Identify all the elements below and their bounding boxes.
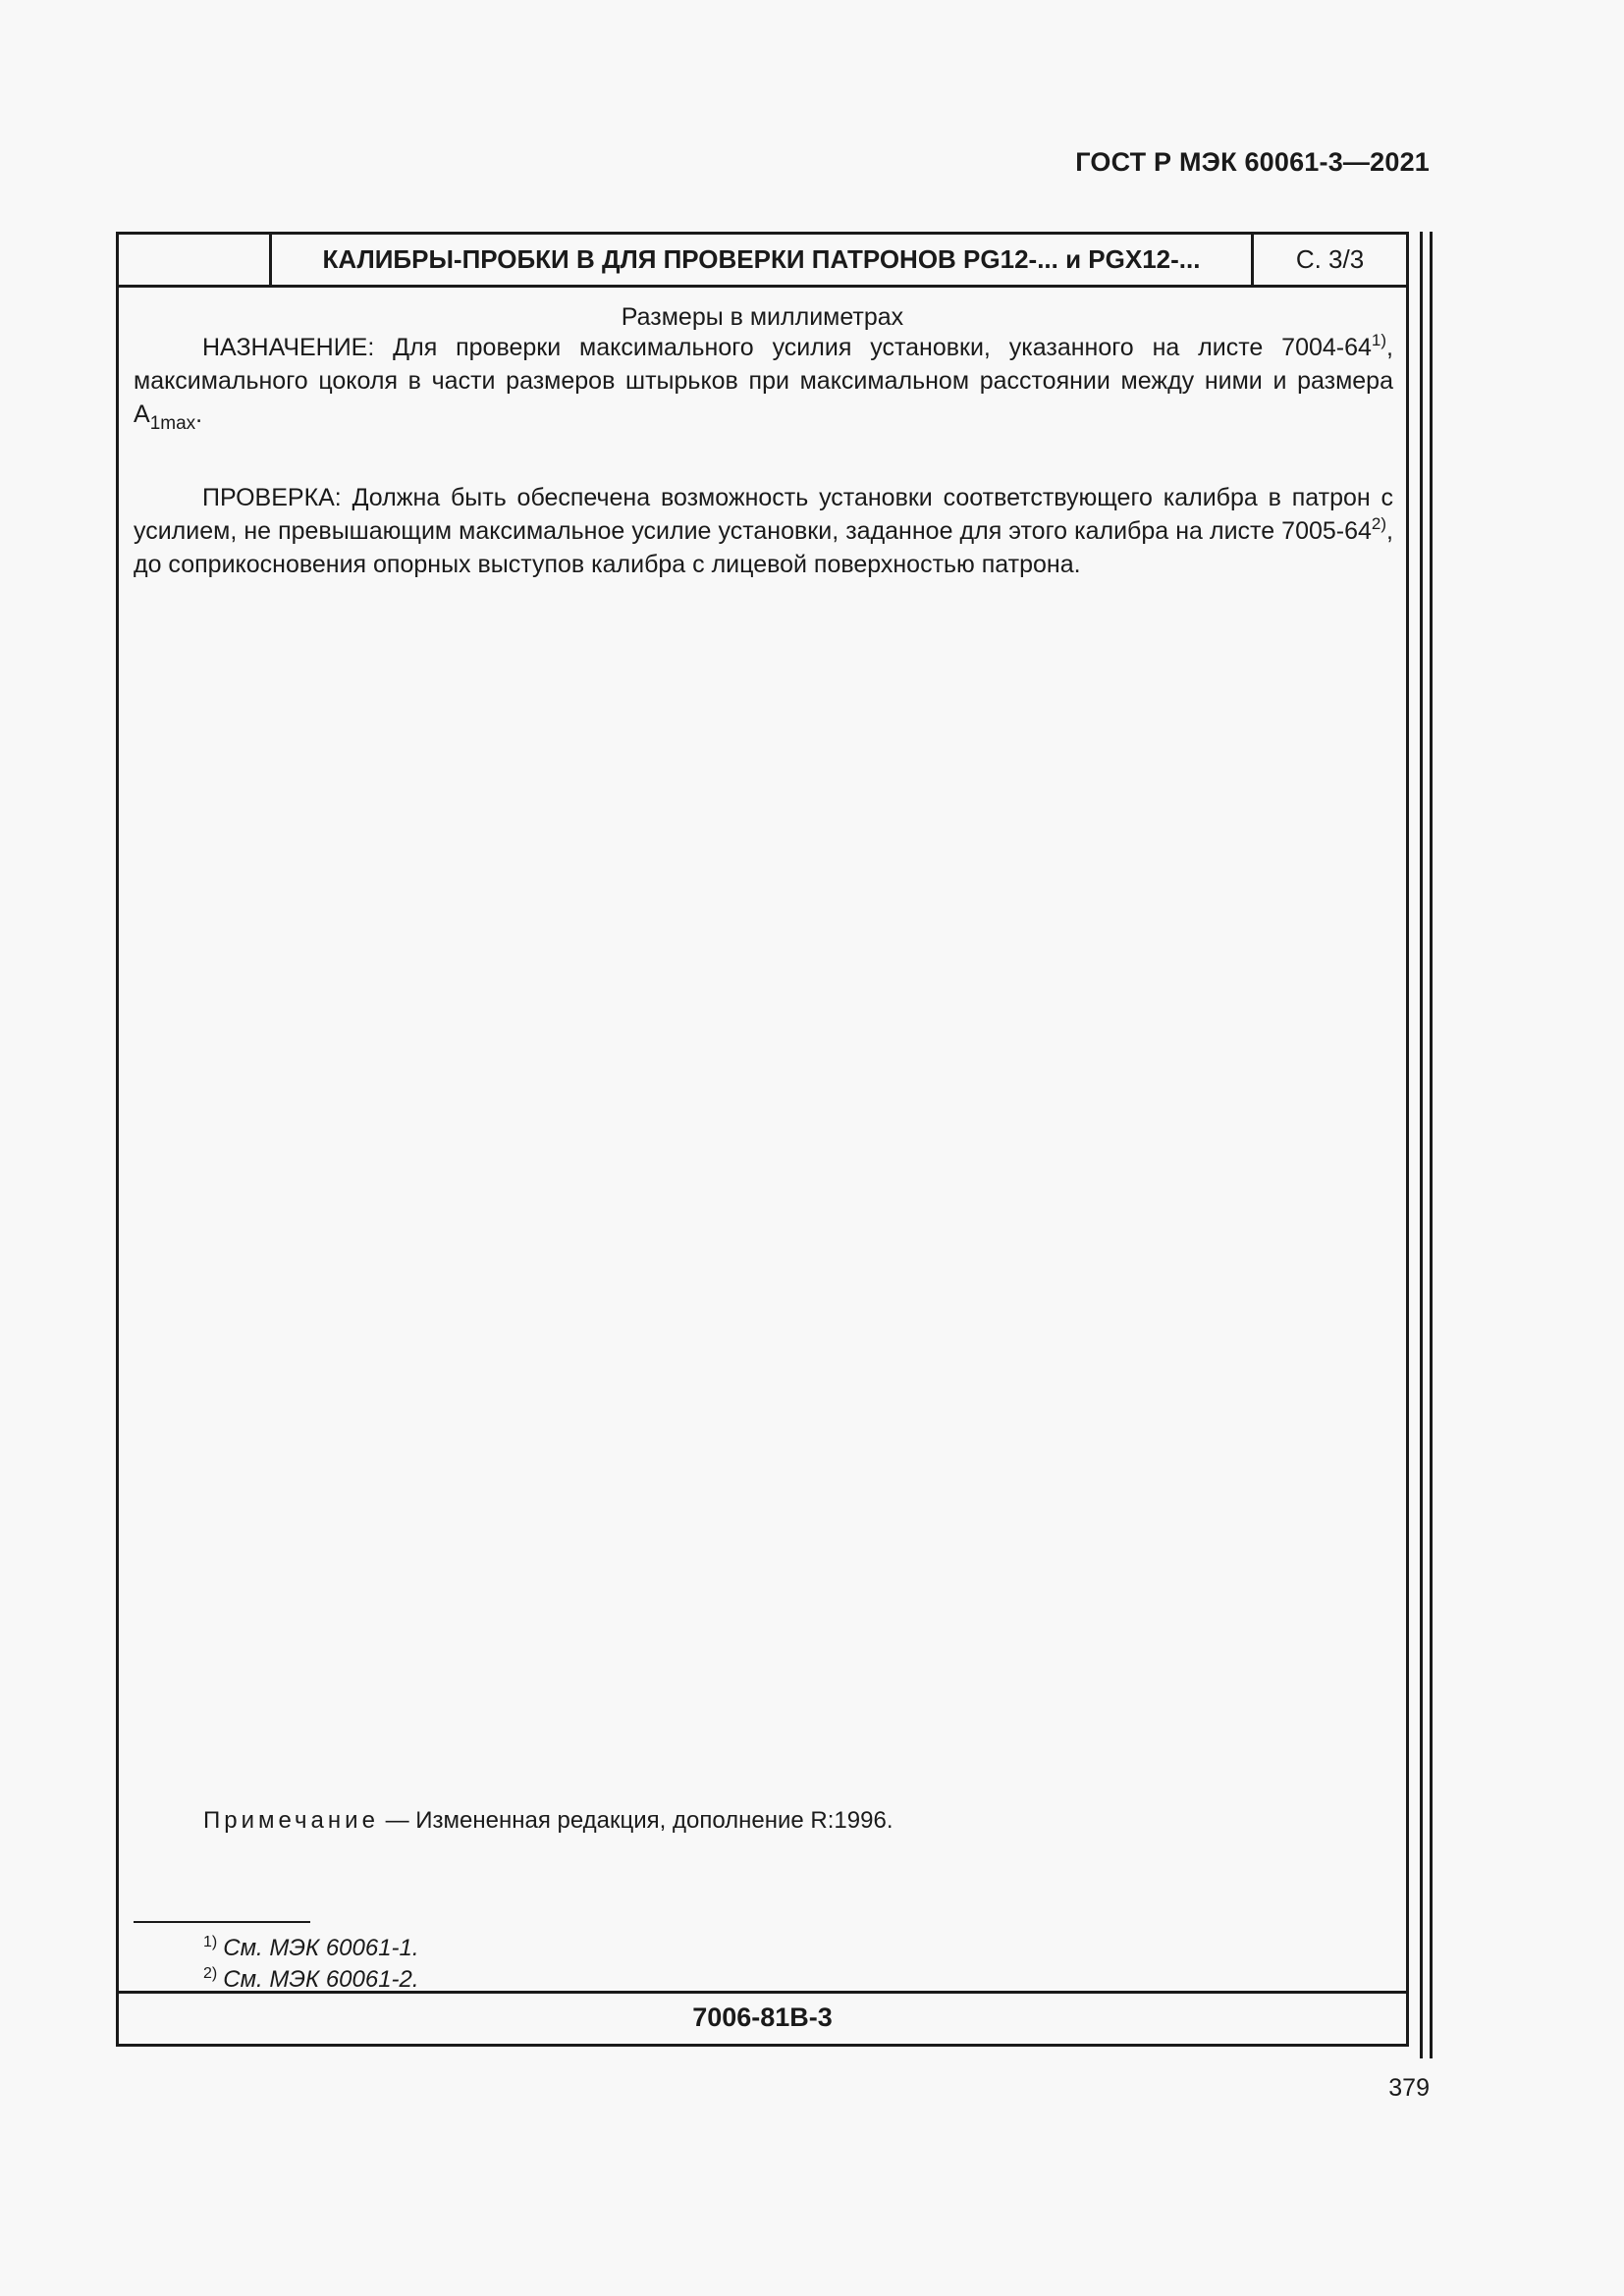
check-paragraph [134, 481, 1393, 581]
purpose-text-part-3: . [195, 400, 203, 428]
footnote-2-marker: 2) [203, 1965, 218, 1982]
note-text: — Измененная редакция, дополнение R:1996. [378, 1807, 893, 1834]
footnote-1-marker: 1) [203, 1934, 218, 1950]
check-text-part-2: , до соприкосновения опорных выступов калибра с лицевой поверхностью патрона. [134, 517, 1393, 578]
title-block-empty-cell [119, 235, 272, 285]
check-text-part-1: ПРОВЕРКА: Должна быть обеспечена возможность установки соответствующего калибра в патрон с усилием, не превышающим максимальное усилие установки, заданное для этого калибра на листе 7005-64 [134, 484, 1393, 545]
purpose-text-part-1: НАЗНАЧЕНИЕ: Для проверки максимального усилия установки, указанного на листе 7004-64 [202, 334, 1372, 361]
purpose-text-part-2: , максимального цоколя в части размеров штырьков при максимальном расстоянии между ними и размера А [134, 334, 1393, 428]
sheet-title: КАЛИБРЫ-ПРОБКИ В ДЛЯ ПРОВЕРКИ ПАТРОНОВ PG12-... и PGX12-... [272, 235, 1254, 285]
note [203, 1807, 893, 1835]
sheet-frame [116, 232, 1409, 2047]
binding-rule-outer [1430, 232, 1433, 2058]
footnote-2-text: См. МЭК 60061-2. [223, 1966, 419, 1993]
title-block [119, 235, 1406, 288]
document-standard-code: ГОСТ Р МЭК 60061-3—2021 [1075, 147, 1430, 177]
binding-rule-inner [1420, 232, 1423, 2058]
units-note: Размеры в миллиметрах [621, 303, 904, 331]
sheet-counter: С. 3/3 [1295, 244, 1365, 274]
footnote-1 [203, 1935, 419, 1962]
sheet-code: 7006-81В-3 [119, 1991, 1406, 2044]
footnote-separator [134, 1921, 310, 1923]
page-number: 379 [1388, 2074, 1430, 2102]
dimension-subscript: 1max [149, 413, 196, 434]
footnote-ref-2: 2) [1371, 514, 1387, 533]
note-label: Примечание [203, 1807, 379, 1834]
purpose-paragraph [134, 331, 1393, 434]
footnote-1-text: См. МЭК 60061-1. [223, 1935, 419, 1961]
footnote-ref-1: 1) [1371, 331, 1387, 349]
footnote-2 [203, 1966, 419, 1994]
